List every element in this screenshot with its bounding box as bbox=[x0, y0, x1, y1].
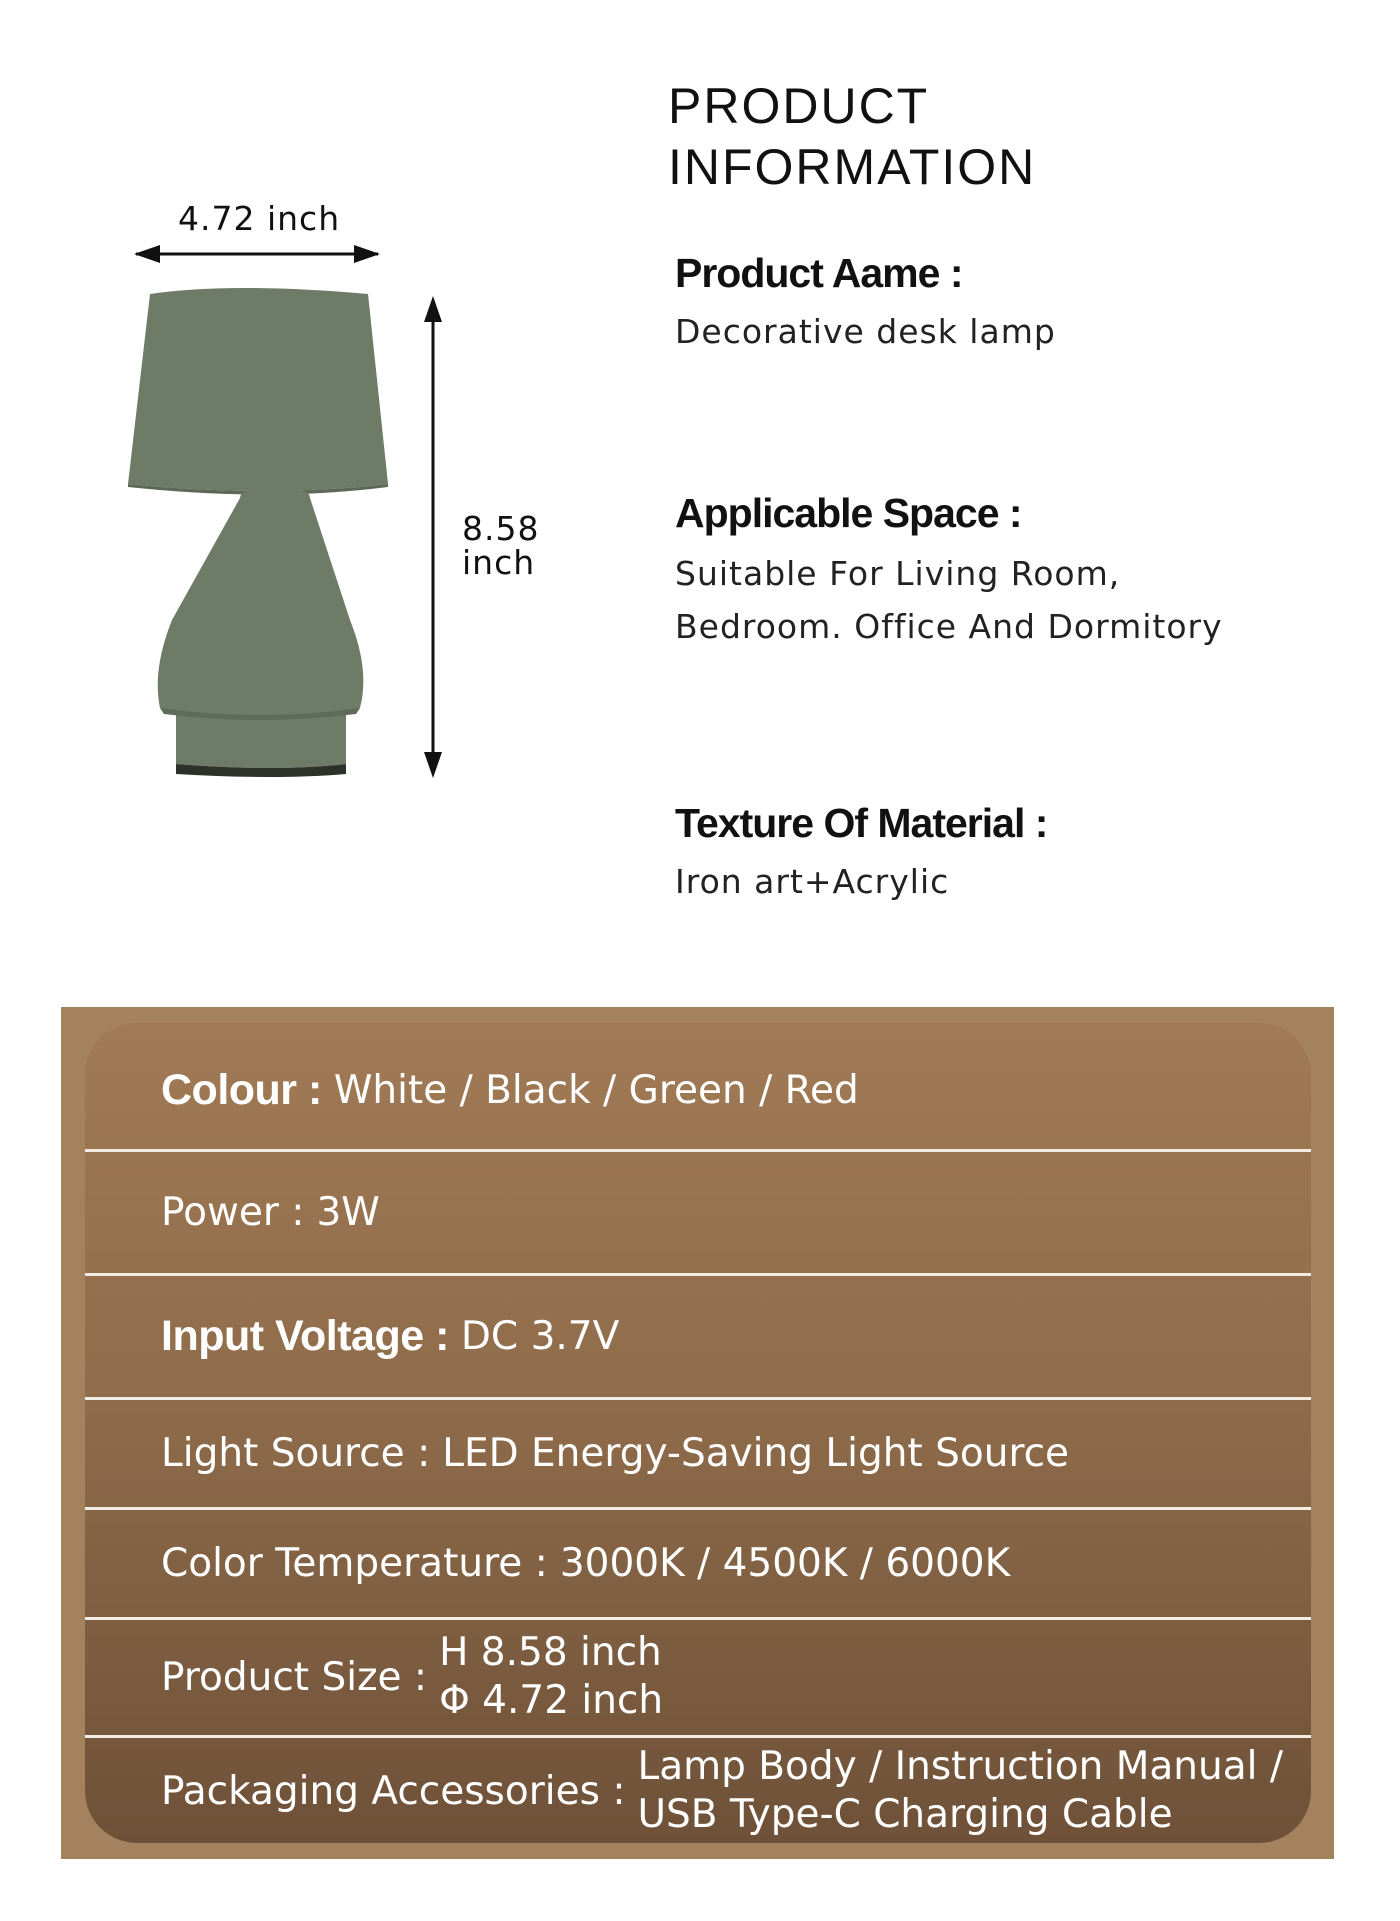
row-key: Input Voltage : bbox=[161, 1311, 449, 1360]
row-divider bbox=[85, 1735, 1311, 1738]
row-divider bbox=[85, 1617, 1311, 1620]
row-key: Colour : bbox=[161, 1065, 322, 1114]
lamp-shade bbox=[128, 288, 388, 491]
spec-value: Suitable For Living Room, Bedroom. Office And Dormitory bbox=[675, 554, 1223, 646]
row-divider bbox=[85, 1507, 1311, 1510]
spec-product-name bbox=[675, 250, 1056, 358]
spec-value: Iron art+Acrylic bbox=[675, 862, 950, 901]
spec-label: Texture Of Material : bbox=[675, 800, 1048, 846]
table-row-packaging-accessories bbox=[85, 1739, 1311, 1843]
lamp-illustration bbox=[120, 190, 580, 800]
table-row-light-source bbox=[85, 1401, 1311, 1505]
row-divider bbox=[85, 1397, 1311, 1400]
row-value: LED Energy-Saving Light Source bbox=[442, 1430, 1070, 1476]
page-title bbox=[668, 76, 1308, 198]
spec-label: Applicable Space : bbox=[675, 490, 1022, 536]
height-arrow bbox=[424, 296, 442, 778]
row-value: DC 3.7V bbox=[460, 1313, 620, 1359]
row-key: Power : bbox=[161, 1189, 305, 1235]
row-key: Packaging Accessories : bbox=[161, 1768, 626, 1814]
row-divider bbox=[85, 1149, 1311, 1152]
spec-applicable-space bbox=[675, 490, 1223, 653]
spec-material bbox=[675, 800, 1047, 908]
spec-label: Product Aame : bbox=[675, 250, 963, 296]
row-value: H 8.58 inch Φ 4.72 inch bbox=[439, 1630, 664, 1723]
width-arrow bbox=[134, 245, 380, 263]
row-value: 3W bbox=[316, 1189, 380, 1235]
table-row-color-temperature bbox=[85, 1511, 1311, 1615]
row-key: Color Temperature : bbox=[161, 1540, 548, 1586]
lamp-body bbox=[158, 490, 364, 768]
height-dimension-label: 8.58 inch bbox=[462, 509, 540, 582]
table-row-colour bbox=[85, 1035, 1311, 1145]
row-key: Light Source : bbox=[161, 1430, 431, 1476]
spec-table-frame bbox=[61, 1007, 1334, 1859]
page-title-line-1: PRODUCT bbox=[668, 78, 930, 134]
row-value: 3000K / 4500K / 6000K bbox=[559, 1540, 1011, 1586]
row-divider bbox=[85, 1273, 1311, 1276]
row-key: Product Size : bbox=[161, 1654, 428, 1700]
table-row-product-size bbox=[85, 1621, 1311, 1733]
row-value: Lamp Body / Instruction Manual / USB Type-C Charging Cable bbox=[637, 1744, 1284, 1837]
spec-table bbox=[85, 1023, 1311, 1843]
spec-value: Decorative desk lamp bbox=[675, 312, 1056, 351]
page-title-line-2: INFORMATION bbox=[668, 139, 1037, 195]
row-value: White / Black / Green / Red bbox=[333, 1067, 859, 1113]
table-row-input-voltage bbox=[85, 1277, 1311, 1395]
lamp-dimension-figure bbox=[120, 190, 580, 800]
table-row-power bbox=[85, 1153, 1311, 1271]
width-dimension-label: 4.72 inch bbox=[178, 199, 341, 238]
